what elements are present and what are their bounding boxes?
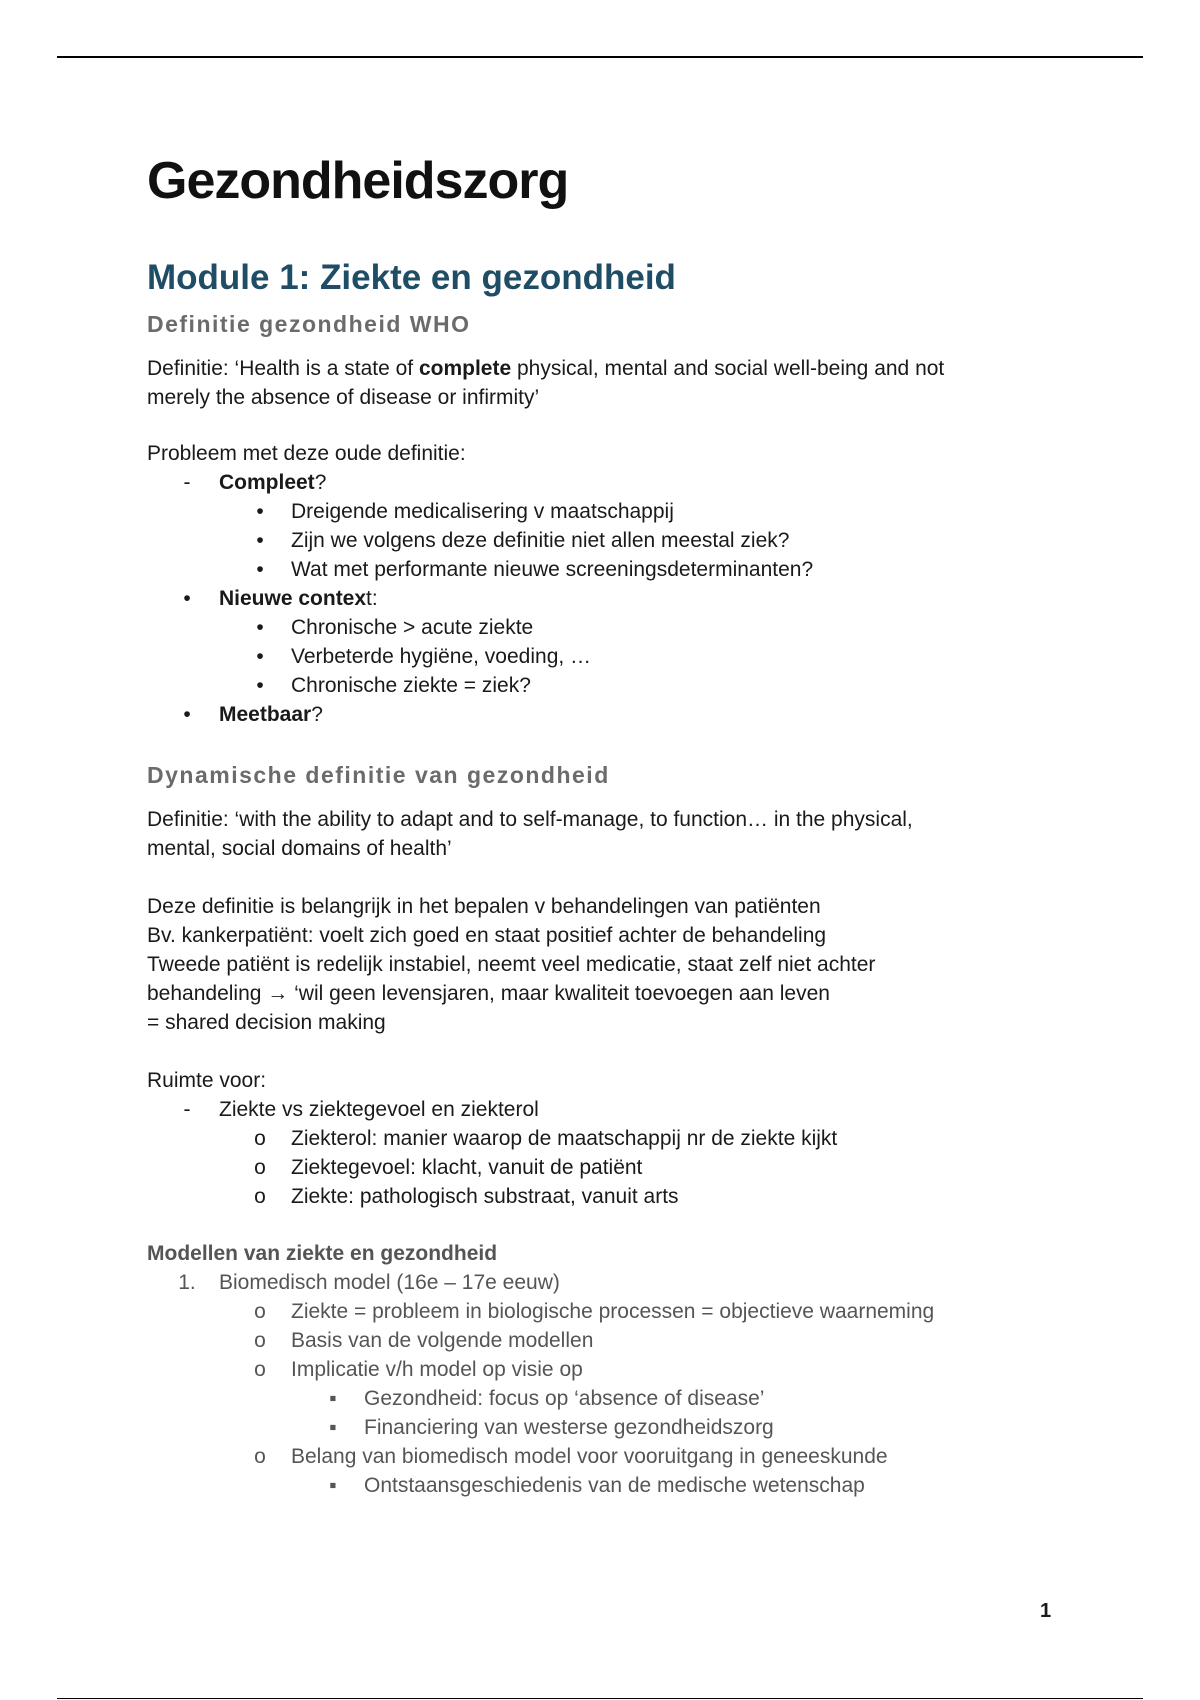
section-heading-dynamic: Dynamische definitie van gezondheid (147, 762, 610, 788)
list-item: o Basis van de volgende modellen (254, 1329, 594, 1352)
list-item: o Ziekte = probleem in biologische processen = objectieve waarneming (254, 1300, 935, 1323)
dynamic-definition: Definitie: ‘with the ability to adapt and to self-manage, to function… in the physical, mental, social domains of health’ (147, 808, 913, 860)
who-definition: Definitie: ‘Health is a state of complete physical, mental and social well-being and not merely the absence of disease or infirmity’ (147, 357, 945, 409)
header-rule (57, 56, 1143, 58)
problem-list (147, 468, 1087, 729)
models-heading: Modellen van ziekte en gezondheid (147, 1242, 498, 1265)
list-item: o Ziekte: pathologisch substraat, vanuit arts (254, 1185, 679, 1208)
list-item: • Nieuwe context: (183, 587, 378, 610)
module-heading: Module 1: Ziekte en gezondheid (147, 258, 676, 297)
footer-rule (57, 1698, 1143, 1699)
models-list (147, 1268, 1087, 1500)
list-item: • Wat met performante nieuwe screeningsdeterminanten? (256, 558, 814, 581)
room-list (147, 1095, 1087, 1211)
list-item: o Ziektegevoel: klacht, vanuit de patiënt (254, 1156, 643, 1179)
page-number: 1 (1040, 1600, 1052, 1622)
list-item: • Zijn we volgens deze definitie niet allen meestal ziek? (256, 529, 790, 552)
list-item: • Dreigende medicalisering v maatschappij (256, 500, 674, 523)
list-item: • Chronische > acute ziekte (256, 616, 534, 639)
list-item: • Chronische ziekte = ziek? (256, 674, 531, 697)
list-item: ▪ Ontstaansgeschiedenis van de medische wetenschap (329, 1474, 865, 1497)
problem-intro: Probleem met deze oude definitie: (147, 442, 466, 465)
document-title: Gezondheidszorg (147, 152, 569, 210)
list-item: ▪ Gezondheid: focus op ‘absence of disease’ (329, 1387, 765, 1410)
list-item: o Implicatie v/h model op visie op (254, 1358, 583, 1381)
list-item: o Ziekterol: manier waarop de maatschappij nr de ziekte kijkt (254, 1127, 838, 1150)
document-page (147, 150, 1087, 1500)
list-item: • Verbeterde hygiëne, voeding, … (256, 645, 592, 668)
list-item: - Ziekte vs ziektegevoel en ziekterol (183, 1098, 539, 1121)
room-intro: Ruimte voor: (147, 1069, 267, 1092)
list-item: ▪ Financiering van westerse gezondheidszorg (329, 1416, 774, 1439)
dynamic-paragraph: Deze definitie is belangrijk in het bepalen v behandelingen van patiënten Bv. kankerpatiënt: voelt zich goed en staat positief achter de behandeling Tweede patiënt is redelijk instabiel, neemt veel medicatie, staat zelf niet achter behandeling → ‘wil geen levensjaren, maar kwaliteit toevoegen aan leven = shared decision making (147, 895, 876, 1034)
list-item: - Compleet? (183, 471, 327, 494)
list-item: 1. Biomedisch model (16e – 17e eeuw) (178, 1271, 560, 1294)
section-heading-who: Definitie gezondheid WHO (147, 311, 471, 337)
list-item: • Meetbaar? (183, 703, 323, 726)
list-item: o Belang van biomedisch model voor vooruitgang in geneeskunde (254, 1445, 888, 1468)
